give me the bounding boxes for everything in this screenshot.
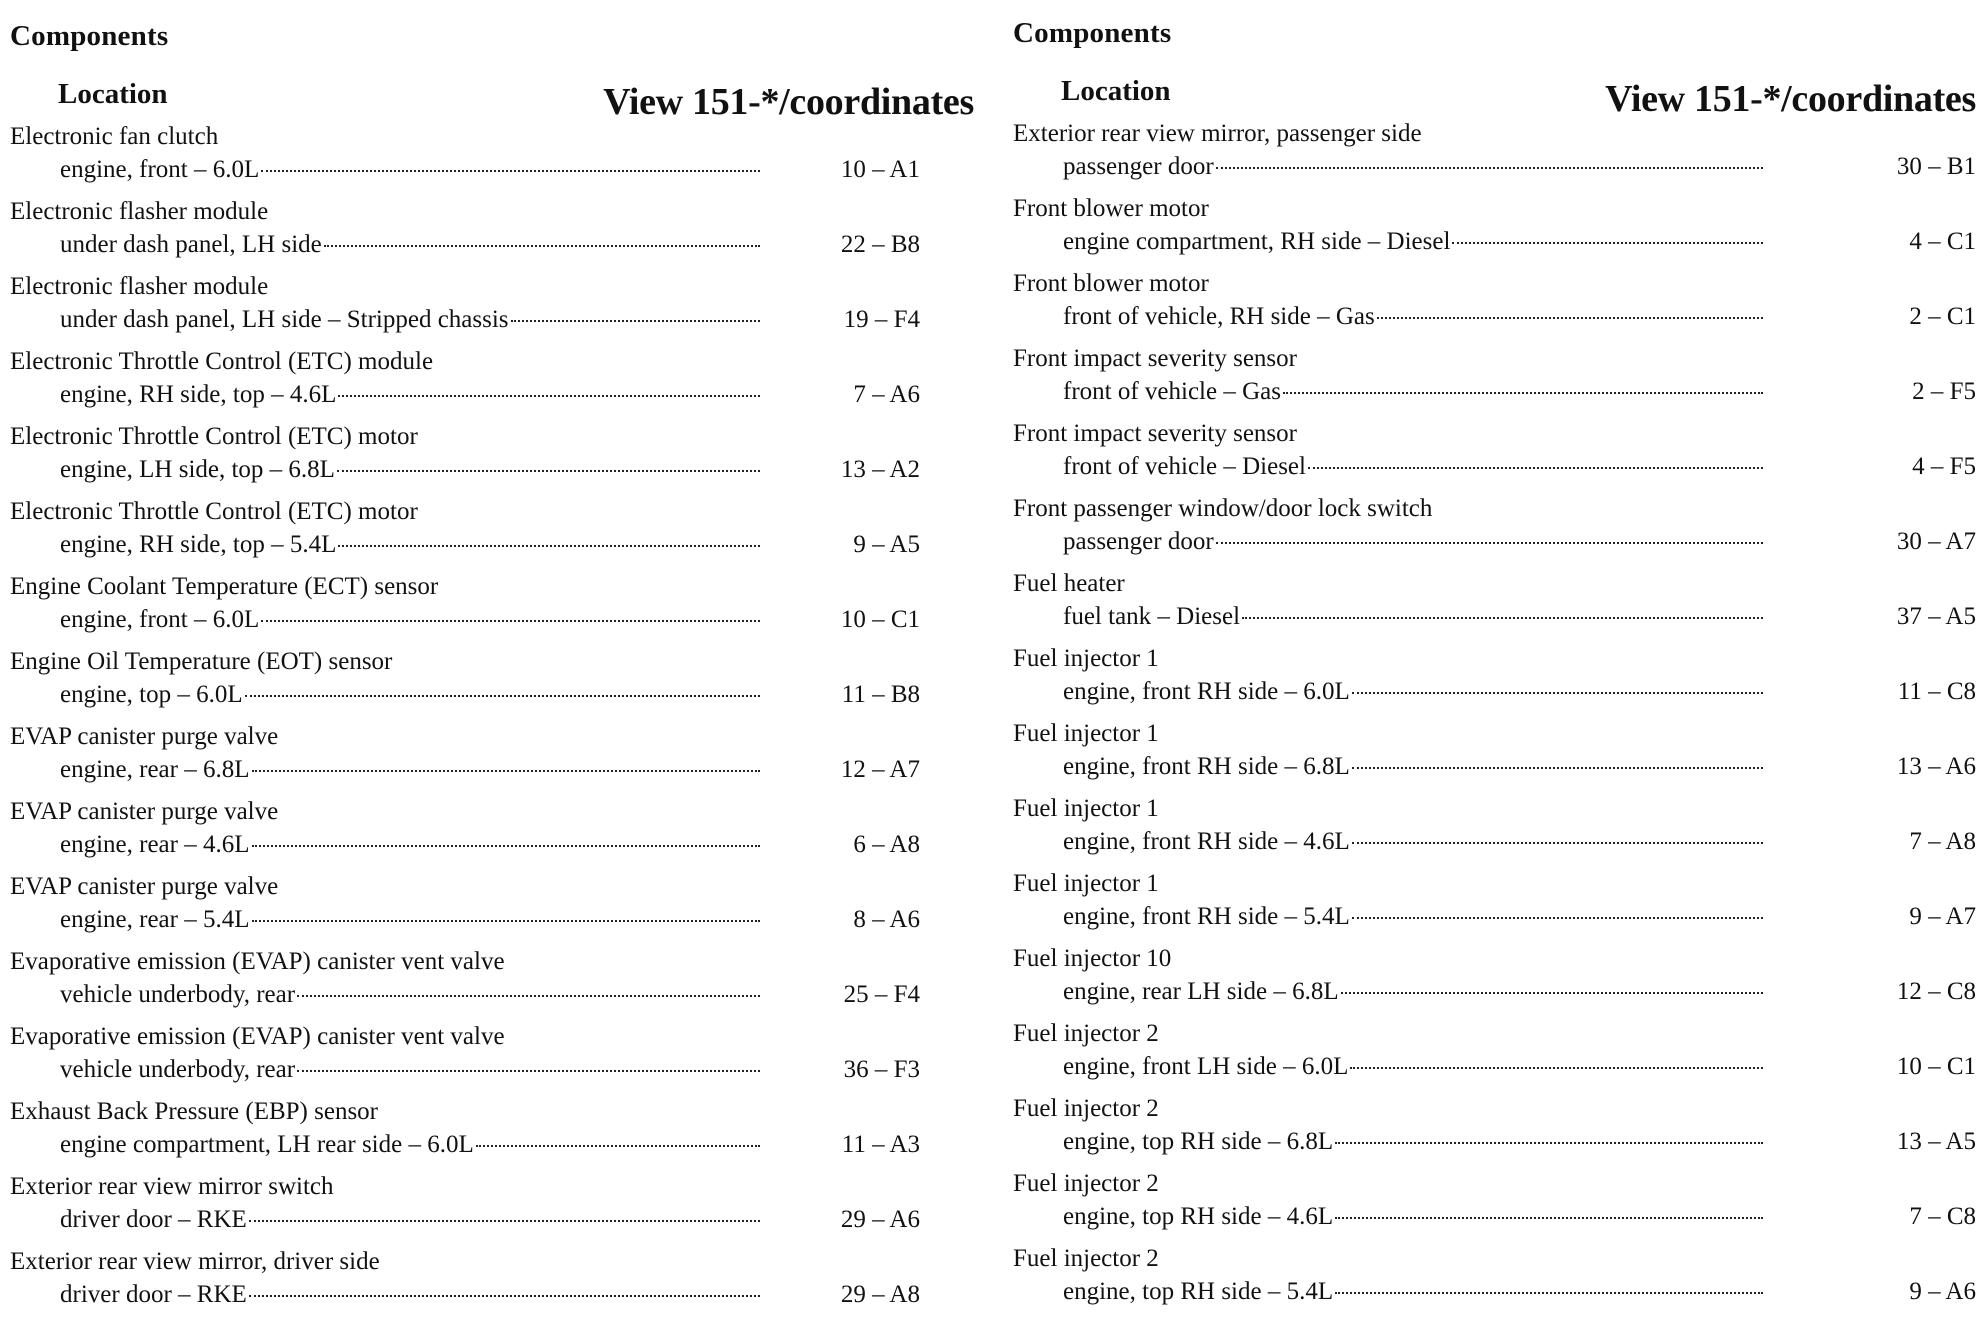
component-name: Electronic fan clutch [10, 123, 219, 150]
dot-leader [1341, 992, 1763, 994]
component-entry [10, 796, 980, 871]
dot-leader [261, 620, 760, 622]
component-location: passenger door [1063, 153, 1214, 180]
view-coordinate: 25 – F4 [843, 981, 920, 1008]
view-coordinate: 13 – A6 [1896, 753, 1976, 780]
component-entry [10, 121, 980, 196]
view-coordinates-header: View 151-*/coordinates [1605, 78, 1976, 120]
dot-leader [249, 1295, 760, 1297]
component-entry [1013, 1093, 1983, 1168]
component-location-line [1063, 976, 1763, 1008]
component-entry [10, 1021, 980, 1096]
component-name: Electronic Throttle Control (ETC) motor [10, 498, 418, 525]
dot-leader [252, 920, 760, 922]
component-name: Fuel injector 1 [1013, 870, 1159, 897]
component-location-line [60, 1129, 760, 1161]
dot-leader [337, 470, 760, 472]
view-coordinate: 10 – A1 [840, 156, 920, 183]
component-location-line [60, 979, 760, 1011]
component-entry [1013, 718, 1983, 793]
component-list [10, 121, 980, 1321]
component-location: engine, rear – 6.8L [60, 756, 250, 783]
component-location-line [1063, 1201, 1763, 1233]
component-location: fuel tank – Diesel [1063, 603, 1241, 630]
component-location: vehicle underbody, rear [60, 1056, 296, 1083]
component-location-line [1063, 301, 1763, 333]
component-entry [10, 346, 980, 421]
dot-leader [1335, 1142, 1763, 1144]
component-entry [10, 946, 980, 1021]
component-location-line [60, 1279, 760, 1311]
component-entry [1013, 793, 1983, 868]
component-location-line [1063, 151, 1763, 183]
component-name: Evaporative emission (EVAP) canister vent valve [10, 948, 505, 975]
dot-leader [338, 395, 760, 397]
view-coordinate: 30 – B1 [1896, 153, 1976, 180]
view-coordinate: 9 – A5 [853, 531, 920, 558]
component-name: Fuel injector 2 [1013, 1020, 1159, 1047]
component-location-line [60, 679, 760, 711]
dot-leader [1216, 167, 1763, 169]
component-location: engine, rear – 5.4L [60, 906, 250, 933]
dot-leader [297, 995, 760, 997]
component-location: engine, top – 6.0L [60, 681, 243, 708]
component-location-line [60, 604, 760, 636]
component-name: Exterior rear view mirror, driver side [10, 1248, 380, 1275]
dot-leader [1452, 242, 1763, 244]
component-name: Exhaust Back Pressure (EBP) sensor [10, 1098, 378, 1125]
dot-leader [252, 845, 760, 847]
component-name: Fuel injector 10 [1013, 945, 1172, 972]
dot-leader [249, 1220, 760, 1222]
component-entry [10, 1096, 980, 1171]
component-name: EVAP canister purge valve [10, 873, 279, 900]
component-location: engine, front RH side – 6.8L [1063, 753, 1350, 780]
dot-leader [1335, 1217, 1763, 1219]
section-title: Components [1013, 17, 1172, 49]
component-location-line [60, 154, 760, 186]
component-location: under dash panel, LH side – Stripped chassis [60, 306, 509, 333]
dot-leader [1283, 392, 1763, 394]
component-location: engine, top RH side – 5.4L [1063, 1278, 1334, 1305]
component-name: Front impact severity sensor [1013, 420, 1297, 447]
component-entry [1013, 193, 1983, 268]
dot-leader [245, 695, 760, 697]
component-location: under dash panel, LH side [60, 231, 322, 258]
component-entry [10, 871, 980, 946]
component-entry [1013, 1243, 1983, 1318]
component-name: Exterior rear view mirror switch [10, 1173, 334, 1200]
component-location: engine, RH side, top – 5.4L [60, 531, 337, 558]
component-location-line [60, 529, 760, 561]
component-location: driver door – RKE [60, 1206, 247, 1233]
component-location: engine, front LH side – 6.0L [1063, 1053, 1349, 1080]
component-name: Front blower motor [1013, 270, 1209, 297]
component-entry [10, 571, 980, 646]
view-coordinate: 19 – F4 [843, 306, 920, 333]
component-location-line [1063, 1051, 1763, 1083]
view-coordinates-header: View 151-*/coordinates [603, 81, 974, 123]
component-list [1013, 118, 1983, 1318]
component-name: Fuel heater [1013, 570, 1125, 597]
view-coordinate: 10 – C1 [1896, 1053, 1976, 1080]
component-entry [1013, 868, 1983, 943]
dot-leader [1335, 1292, 1763, 1294]
view-coordinate: 22 – B8 [840, 231, 920, 258]
view-coordinate: 10 – C1 [840, 606, 920, 633]
component-location-line [1063, 526, 1763, 558]
component-entry [1013, 1018, 1983, 1093]
dot-leader [1352, 842, 1763, 844]
view-coordinate: 13 – A2 [840, 456, 920, 483]
component-name: Fuel injector 1 [1013, 645, 1159, 672]
component-location-line [60, 304, 760, 336]
view-coordinate: 7 – A6 [853, 381, 920, 408]
component-entry [10, 1171, 980, 1246]
component-name: Electronic flasher module [10, 198, 269, 225]
component-location-line [60, 454, 760, 486]
component-name: Fuel injector 2 [1013, 1245, 1159, 1272]
component-location-line [60, 904, 760, 936]
view-coordinate: 29 – A8 [840, 1281, 920, 1308]
view-coordinate: 2 – F5 [1912, 378, 1976, 405]
dot-leader [1350, 1067, 1763, 1069]
component-location: engine, front RH side – 5.4L [1063, 903, 1350, 930]
component-location-line [1063, 751, 1763, 783]
left-column [10, 0, 980, 1344]
component-name: Engine Coolant Temperature (ECT) sensor [10, 573, 439, 600]
component-name: Fuel injector 1 [1013, 795, 1159, 822]
dot-leader [1308, 467, 1763, 469]
component-entry [1013, 943, 1983, 1018]
component-name: EVAP canister purge valve [10, 723, 279, 750]
component-entry [1013, 418, 1983, 493]
dot-leader [476, 1145, 760, 1147]
component-entry [1013, 343, 1983, 418]
view-coordinate: 30 – A7 [1896, 528, 1976, 555]
component-location: engine, LH side, top – 6.8L [60, 456, 335, 483]
dot-leader [1352, 692, 1763, 694]
view-coordinate: 4 – C1 [1909, 228, 1976, 255]
dot-leader [1242, 617, 1763, 619]
component-name: Front impact severity sensor [1013, 345, 1297, 372]
component-name: Front passenger window/door lock switch [1013, 495, 1433, 522]
component-location: engine, front RH side – 6.0L [1063, 678, 1350, 705]
component-entry [10, 646, 980, 721]
view-coordinate: 9 – A7 [1909, 903, 1976, 930]
view-coordinate: 6 – A8 [853, 831, 920, 858]
component-name: Electronic Throttle Control (ETC) module [10, 348, 434, 375]
dot-leader [1216, 542, 1763, 544]
component-name: EVAP canister purge valve [10, 798, 279, 825]
component-name: Fuel injector 2 [1013, 1095, 1159, 1122]
component-entry [10, 496, 980, 571]
view-coordinate: 11 – A3 [841, 1131, 920, 1158]
location-header: Location [1061, 75, 1171, 107]
dot-leader [252, 770, 760, 772]
component-location-line [1063, 826, 1763, 858]
dot-leader [297, 1070, 760, 1072]
view-coordinate: 12 – A7 [840, 756, 920, 783]
view-coordinate: 11 – B8 [841, 681, 920, 708]
right-column [1013, 0, 1983, 1344]
view-coordinate: 11 – C8 [1897, 678, 1976, 705]
component-name: Electronic Throttle Control (ETC) motor [10, 423, 418, 450]
view-coordinate: 7 – C8 [1909, 1203, 1976, 1230]
component-location: engine, top RH side – 4.6L [1063, 1203, 1334, 1230]
section-title: Components [10, 20, 169, 52]
dot-leader [1377, 317, 1763, 319]
component-location: engine, front RH side – 4.6L [1063, 828, 1350, 855]
view-coordinate: 7 – A8 [1909, 828, 1976, 855]
component-location-line [60, 1054, 760, 1086]
component-name: Fuel injector 2 [1013, 1170, 1159, 1197]
component-entry [1013, 268, 1983, 343]
component-location-line [60, 1204, 760, 1236]
dot-leader [261, 170, 760, 172]
dot-leader [338, 545, 760, 547]
component-location: front of vehicle – Gas [1063, 378, 1281, 405]
component-location: engine, front – 6.0L [60, 156, 260, 183]
dot-leader [1352, 767, 1763, 769]
component-location-line [60, 829, 760, 861]
component-location: engine compartment, RH side – Diesel [1063, 228, 1451, 255]
component-entry [10, 271, 980, 346]
component-location-line [1063, 376, 1763, 408]
component-location-line [1063, 601, 1763, 633]
component-name: Electronic flasher module [10, 273, 269, 300]
view-coordinate: 13 – A5 [1896, 1128, 1976, 1155]
component-entry [10, 721, 980, 796]
component-location: front of vehicle, RH side – Gas [1063, 303, 1375, 330]
view-coordinate: 37 – A5 [1896, 603, 1976, 630]
component-entry [1013, 118, 1983, 193]
component-location-line [1063, 226, 1763, 258]
component-location-line [1063, 1276, 1763, 1308]
component-location: front of vehicle – Diesel [1063, 453, 1306, 480]
component-name: Exterior rear view mirror, passenger side [1013, 120, 1422, 147]
component-name: Engine Oil Temperature (EOT) sensor [10, 648, 393, 675]
location-header: Location [58, 78, 168, 110]
component-entry [1013, 568, 1983, 643]
component-name: Front blower motor [1013, 195, 1209, 222]
component-location: vehicle underbody, rear [60, 981, 296, 1008]
component-name: Evaporative emission (EVAP) canister vent valve [10, 1023, 505, 1050]
component-location-line [1063, 1126, 1763, 1158]
view-coordinate: 12 – C8 [1896, 978, 1976, 1005]
view-coordinate: 36 – F3 [843, 1056, 920, 1083]
component-location-line [1063, 901, 1763, 933]
component-location: engine, rear – 4.6L [60, 831, 250, 858]
component-location-line [60, 379, 760, 411]
component-location-line [1063, 676, 1763, 708]
view-coordinate: 29 – A6 [840, 1206, 920, 1233]
component-location: driver door – RKE [60, 1281, 247, 1308]
component-entry [10, 196, 980, 271]
component-entry [10, 421, 980, 496]
component-entry [1013, 493, 1983, 568]
dot-leader [511, 320, 760, 322]
component-location: engine, top RH side – 6.8L [1063, 1128, 1334, 1155]
view-coordinate: 4 – F5 [1912, 453, 1976, 480]
component-entry [1013, 1168, 1983, 1243]
component-location: engine, rear LH side – 6.8L [1063, 978, 1339, 1005]
component-name: Fuel injector 1 [1013, 720, 1159, 747]
component-location: engine compartment, LH rear side – 6.0L [60, 1131, 474, 1158]
component-location: engine, RH side, top – 4.6L [60, 381, 337, 408]
dot-leader [324, 245, 760, 247]
component-location-line [60, 754, 760, 786]
view-coordinate: 8 – A6 [853, 906, 920, 933]
dot-leader [1352, 917, 1763, 919]
component-location-line [60, 229, 760, 261]
component-location: engine, front – 6.0L [60, 606, 260, 633]
component-location-line [1063, 451, 1763, 483]
component-entry [10, 1246, 980, 1321]
component-entry [1013, 643, 1983, 718]
component-location: passenger door [1063, 528, 1214, 555]
view-coordinate: 9 – A6 [1909, 1278, 1976, 1305]
view-coordinate: 2 – C1 [1909, 303, 1976, 330]
